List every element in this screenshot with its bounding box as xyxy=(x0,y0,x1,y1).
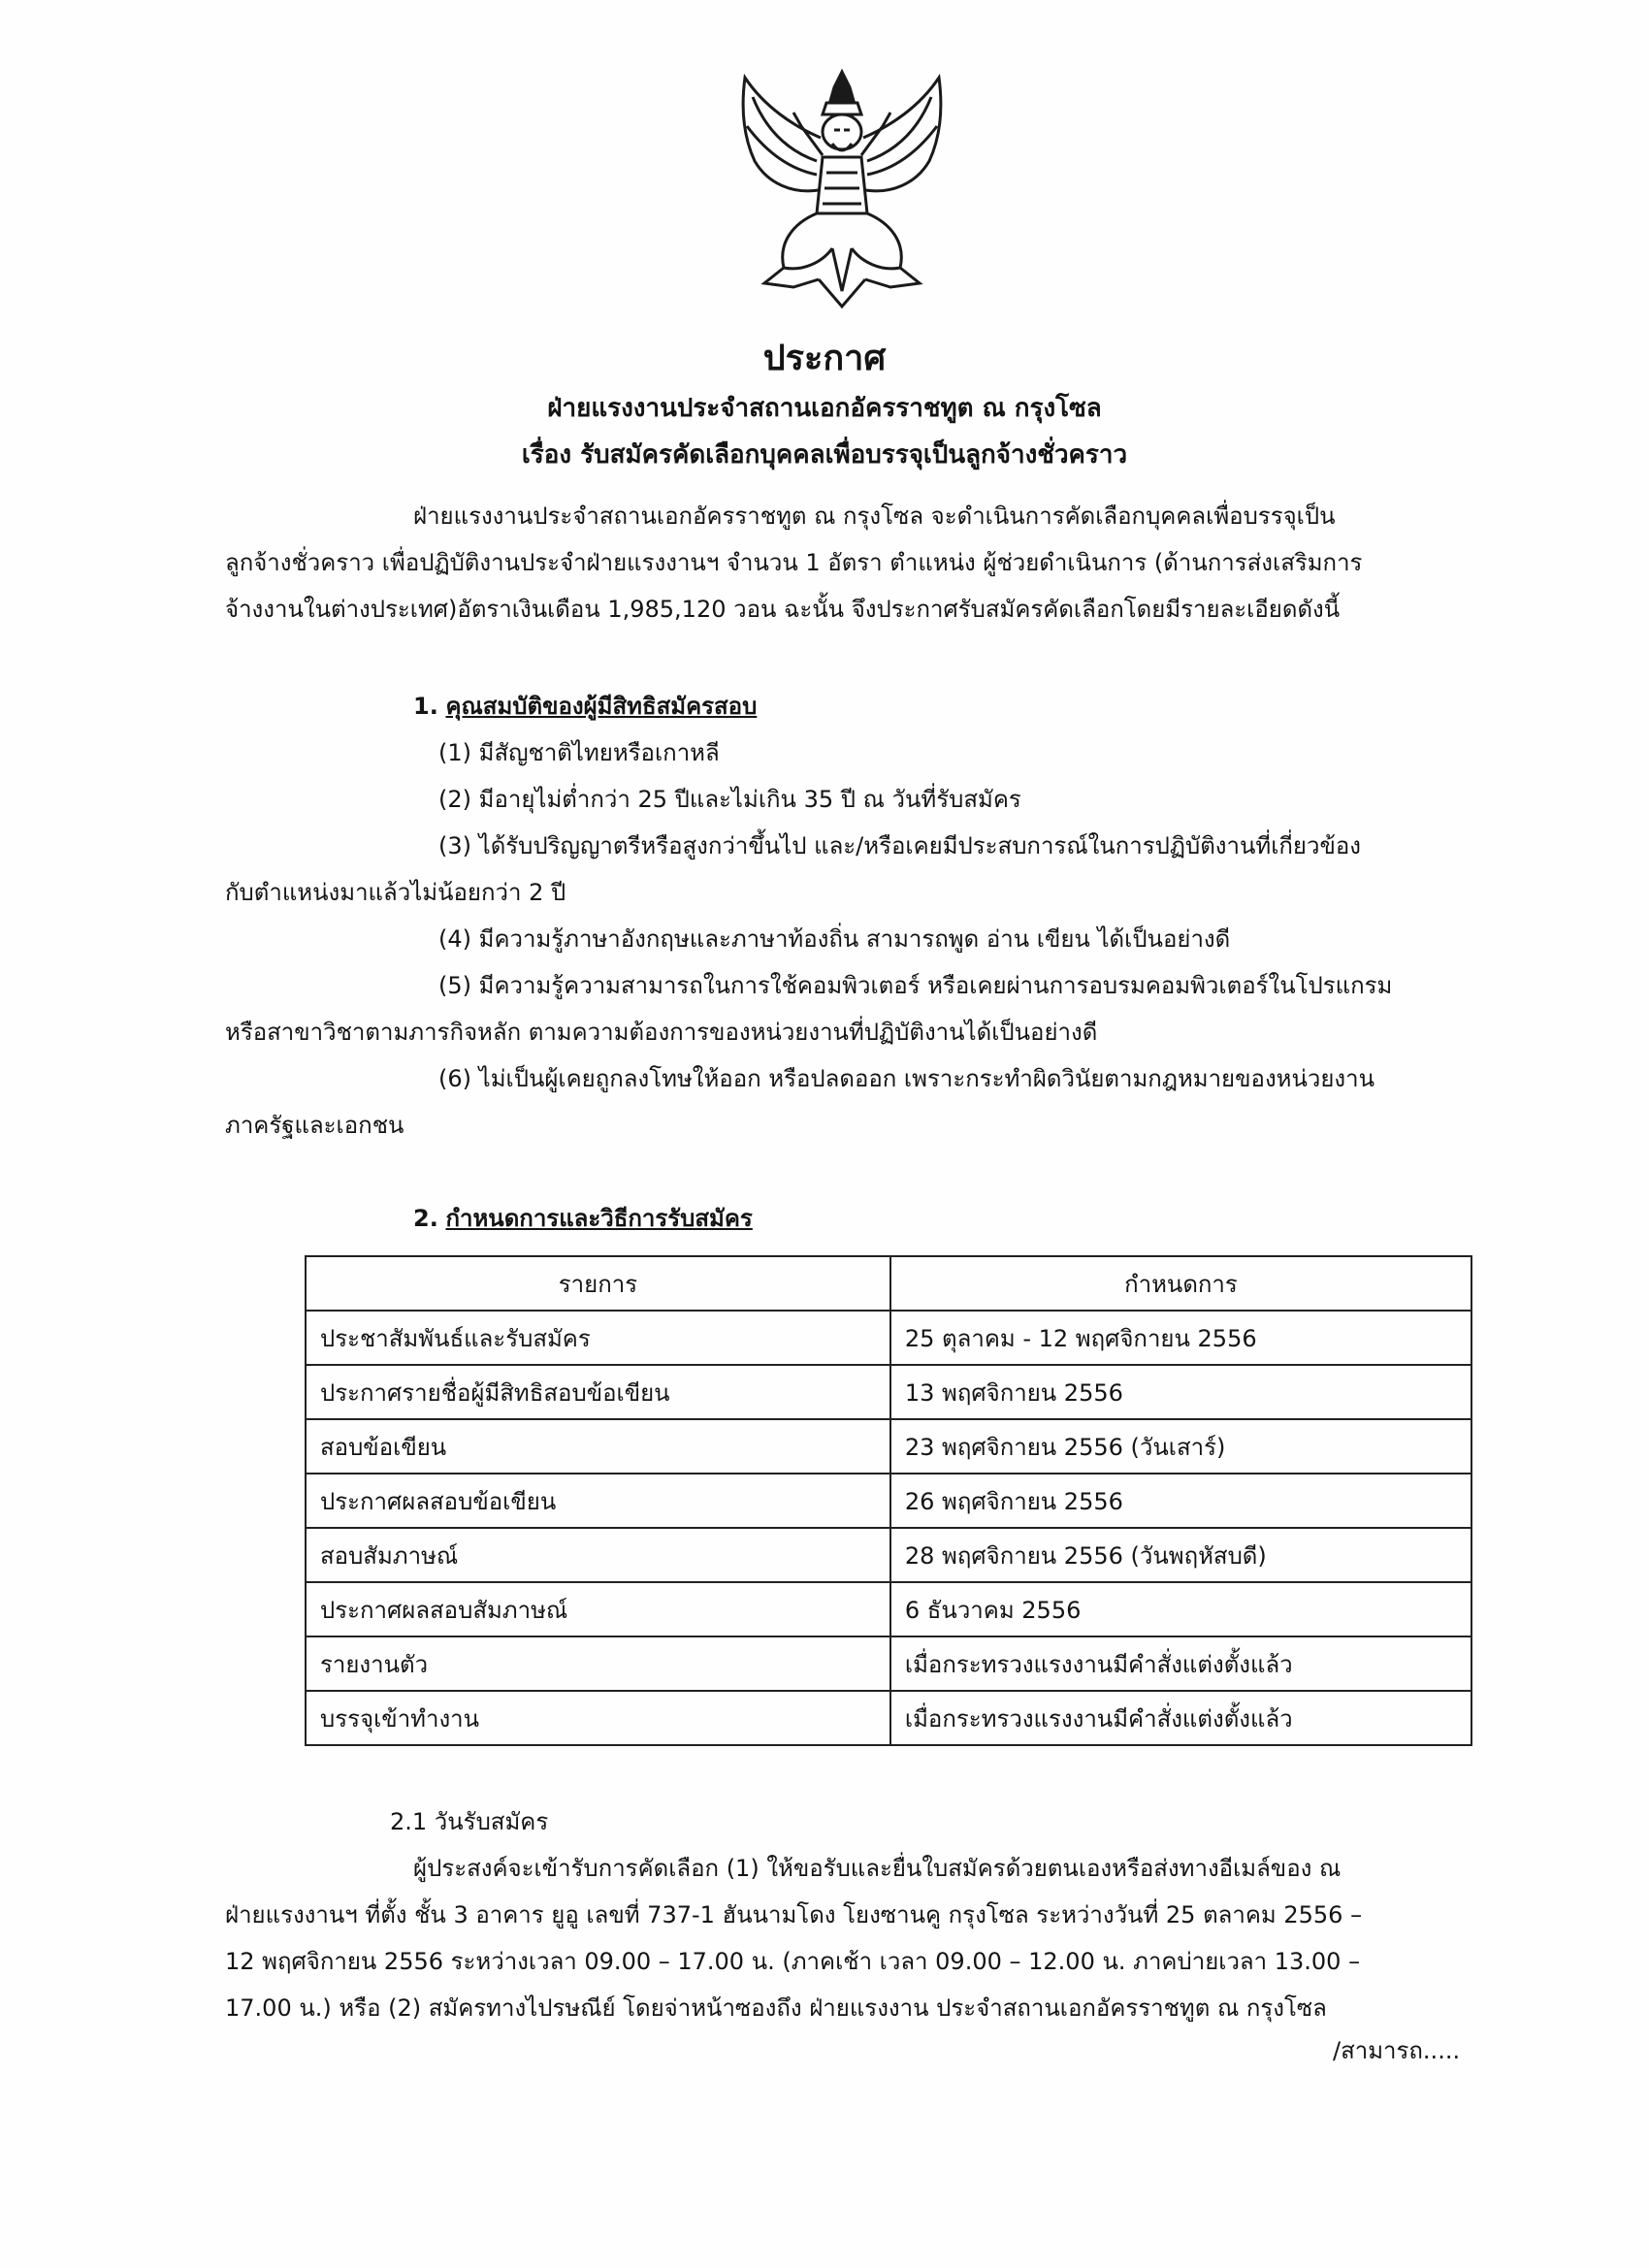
table-row xyxy=(306,1474,1471,1528)
qualification-3-cont: กับตำแหน่งมาแล้วไม่น้อยกว่า 2 ปี xyxy=(225,879,566,906)
table-cell-date: 26 พฤศจิกายน 2556 xyxy=(890,1474,1471,1528)
intro-line-1: ฝ่ายแรงงานประจำสถานเอกอัครราชทูต ณ กรุงโซล จะดำเนินการคัดเลือกบุคคลเพื่อบรรจุเป็น xyxy=(413,502,1336,530)
table-header-item: รายการ xyxy=(306,1256,890,1311)
office-name: ฝ่ายแรงงานประจำสถานเอกอัครราชทูต ณ กรุงโซล xyxy=(547,394,1102,423)
section-1-title: คุณสมบัติของผู้มีสิทธิสมัครสอบ xyxy=(445,693,758,720)
qualification-2: (2) มีอายุไม่ต่ำกว่า 25 ปีและไม่เกิน 35 ปี ณ วันที่รับสมัคร xyxy=(438,786,1021,813)
subject-line: เรื่อง รับสมัครคัดเลือกบุคคลเพื่อบรรจุเป็นลูกจ้างชั่วคราว xyxy=(521,440,1128,470)
table-row xyxy=(306,1311,1471,1365)
table-cell-date: 25 ตุลาคม - 12 พฤศจิกายน 2556 xyxy=(890,1311,1471,1365)
table-cell-item: สอบสัมภาษณ์ xyxy=(306,1528,890,1582)
table-cell-item: บรรจุเข้าทำงาน xyxy=(306,1691,890,1745)
table-header-schedule: กำหนดการ xyxy=(890,1256,1471,1311)
intro-line-3: จ้างงานในต่างประเทศ)อัตราเงินเดือน 1,985,120 วอน ฉะนั้น จึงประกาศรับสมัครคัดเลือกโดยมีรายละเอียดดังนี้ xyxy=(225,596,1341,623)
table-row xyxy=(306,1691,1471,1745)
section-1-number: 1. xyxy=(413,693,438,720)
garuda-emblem-icon xyxy=(726,68,958,320)
announcement-title: ประกาศ xyxy=(762,339,887,378)
application-line-1: ผู้ประสงค์จะเข้ารับการคัดเลือก (1) ให้ขอรับและยื่นใบสมัครด้วยตนเองหรือส่งทางอีเมล์ของ ณ xyxy=(413,1855,1342,1882)
table-row xyxy=(306,1419,1471,1474)
qualification-5-cont: หรือสาขาวิชาตามภารกิจหลัก ตามความต้องการของหน่วยงานที่ปฏิบัติงานได้เป็นอย่างดี xyxy=(225,1019,1098,1046)
subsection-2-1-title: 2.1 วันรับสมัคร xyxy=(390,1808,549,1835)
qualification-5: (5) มีความรู้ความสามารถในการใช้คอมพิวเตอร์ หรือเคยผ่านการอบรมคอมพิวเตอร์ในโปรแกรม xyxy=(438,972,1393,999)
qualification-4: (4) มีความรู้ภาษาอังกฤษและภาษาท้องถิ่น สามารถพูด อ่าน เขียน ได้เป็นอย่างดี xyxy=(438,925,1231,953)
table-row xyxy=(306,1636,1471,1691)
table-cell-date: 13 พฤศจิกายน 2556 xyxy=(890,1365,1471,1419)
continuation-marker: /สามารถ..... xyxy=(1333,2037,1461,2064)
qualification-6-cont: ภาครัฐและเอกชน xyxy=(225,1112,404,1139)
table-cell-item: สอบข้อเขียน xyxy=(306,1419,890,1474)
intro-line-2: ลูกจ้างชั่วคราว เพื่อปฏิบัติงานประจำฝ่ายแรงงานฯ จำนวน 1 อัตรา ตำแหน่ง ผู้ช่วยดำเนินการ (ด้านการส่งเสริมการ xyxy=(225,549,1363,576)
application-line-3: 12 พฤศจิกายน 2556 ระหว่างเวลา 09.00 – 17.00 น. (ภาคเช้า เวลา 09.00 – 12.00 น. ภาคบ่ายเวลา 13.00 – xyxy=(225,1948,1361,1975)
table-cell-item: ประกาศรายชื่อผู้มีสิทธิสอบข้อเขียน xyxy=(306,1365,890,1419)
section-2-number: 2. xyxy=(413,1205,438,1232)
table-cell-date: เมื่อกระทรวงแรงงานมีคำสั่งแต่งตั้งแล้ว xyxy=(890,1691,1471,1745)
table-cell-date: 28 พฤศจิกายน 2556 (วันพฤหัสบดี) xyxy=(890,1528,1471,1582)
table-header-row xyxy=(306,1256,1471,1311)
qualification-6: (6) ไม่เป็นผู้เคยถูกลงโทษให้ออก หรือปลดออก เพราะกระทำผิดวินัยตามกฎหมายของหน่วยงาน xyxy=(438,1065,1375,1092)
table-row xyxy=(306,1528,1471,1582)
qualification-1: (1) มีสัญชาติไทยหรือเกาหลี xyxy=(438,739,720,766)
table-cell-date: 23 พฤศจิกายน 2556 (วันเสาร์) xyxy=(890,1419,1471,1474)
application-line-4: 17.00 น.) หรือ (2) สมัครทางไปรษณีย์ โดยจ่าหน้าซองถึง ฝ่ายแรงงาน ประจำสถานเอกอัครราชทูต ณ กรุงโซล xyxy=(225,1994,1327,2022)
table-row xyxy=(306,1582,1471,1636)
table-cell-item: รายงานตัว xyxy=(306,1636,890,1691)
table-cell-item: ประกาศผลสอบข้อเขียน xyxy=(306,1474,890,1528)
table-cell-item: ประชาสัมพันธ์และรับสมัคร xyxy=(306,1311,890,1365)
table-cell-date: 6 ธันวาคม 2556 xyxy=(890,1582,1471,1636)
table-row xyxy=(306,1365,1471,1419)
section-2-heading xyxy=(413,1203,753,1234)
application-line-2: ฝ่ายแรงงานฯ ที่ตั้ง ชั้น 3 อาคาร ยูอู เลขที่ 737-1 ฮันนามโดง โยงซานคู กรุงโซล ระหว่างวันที่ 25 ตลาคม 2556 – xyxy=(225,1901,1363,1928)
table-cell-date: เมื่อกระทรวงแรงงานมีคำสั่งแต่งตั้งแล้ว xyxy=(890,1636,1471,1691)
schedule-table xyxy=(305,1255,1472,1746)
section-2-title: กำหนดการและวิธีการรับสมัคร xyxy=(445,1205,753,1232)
qualification-3: (3) ได้รับปริญญาตรีหรือสูงกว่าขึ้นไป และ/หรือเคยมีประสบการณ์ในการปฏิบัติงานที่เกี่ยวข้อง xyxy=(438,832,1362,859)
table-cell-item: ประกาศผลสอบสัมภาษณ์ xyxy=(306,1582,890,1636)
section-1-heading xyxy=(413,691,757,722)
